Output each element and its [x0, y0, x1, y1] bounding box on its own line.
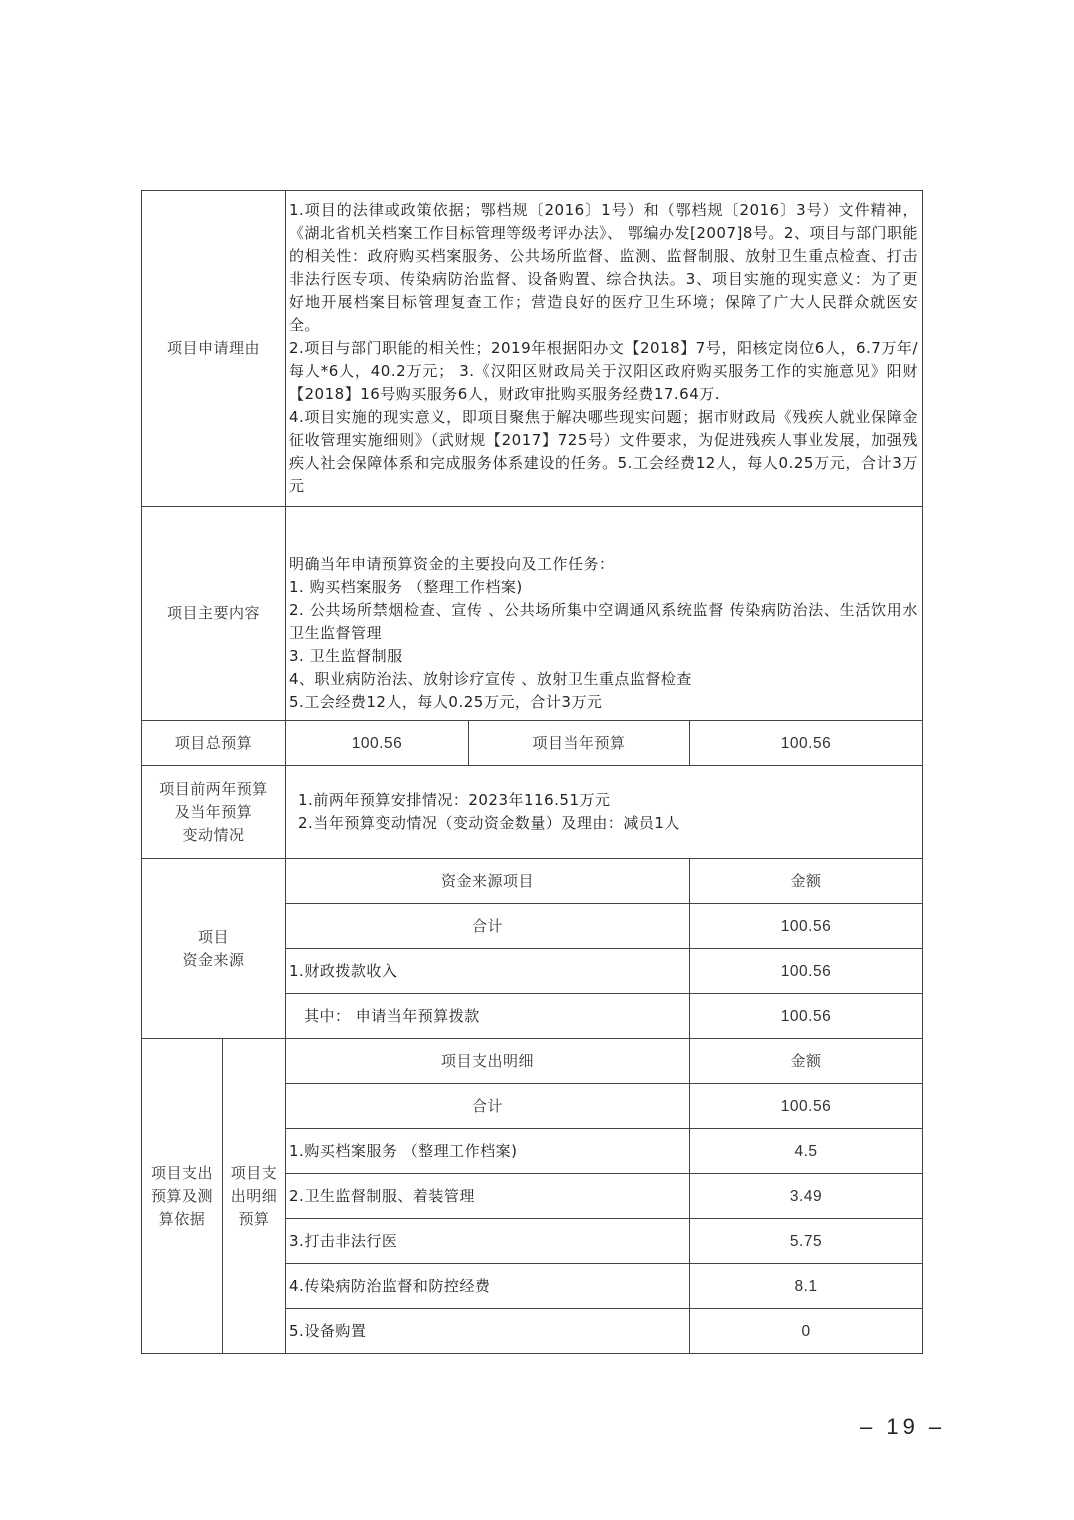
- expenditure-item: 1.购买档案服务 （整理工作档案): [286, 1129, 690, 1174]
- budget-change-label: [142, 766, 286, 859]
- expenditure-label-line: 预算及测: [150, 1186, 213, 1205]
- expenditure-sub-label: [223, 1039, 286, 1354]
- budget-change-line: 2.当年预算变动情况（变动资金数量）及理由：减员1人: [298, 814, 680, 832]
- funding-source-label: [142, 859, 286, 1039]
- expenditure-sub-label-line: 预算: [238, 1209, 270, 1228]
- main-content-row: [142, 507, 923, 721]
- budget-change-label-line: 项目前两年预算: [159, 779, 268, 798]
- application-reason-row: [142, 191, 923, 507]
- main-content-line: 5.工会经费12人，每人0.25万元，合计3万元: [289, 693, 603, 711]
- expenditure-amount-header: 金额: [690, 1039, 923, 1084]
- application-reason-content: [286, 191, 923, 507]
- total-budget-label: 项目总预算: [142, 721, 286, 766]
- application-reason-paragraph: 2.项目与部门职能的相关性；2019年根据阳办文【2018】7号，阳核定岗位6人，6.7万年/每人*6人，40.2万元； 3.《汉阳区财政局关于汉阳区政府购买服务工作的实施意见》阳财【2018】16号购买服务6人，财政审批购买服务经费17.64万.: [289, 339, 919, 403]
- expenditure-label-line: 项目支出: [150, 1163, 213, 1182]
- expenditure-label-line: 算依据: [158, 1209, 206, 1228]
- funding-source-label-line: 资金来源: [182, 950, 245, 969]
- expenditure-amount: 3.49: [690, 1174, 923, 1219]
- expenditure-sub-label-line: 项目支: [230, 1163, 278, 1182]
- funding-source-amount: 100.56: [690, 949, 923, 994]
- budget-change-content: [286, 766, 923, 859]
- application-reason-label: 项目申请理由: [142, 191, 286, 507]
- application-reason-paragraph: 1.项目的法律或政策依据；鄂档规〔2016〕1号）和（鄂档规〔2016〕3号）文件精神，《湖北省机关档案工作目标管理等级考评办法》、 鄂编办发[2007]8号。2、项目与部门职能的相关性：政府购买档案服务、公共场所监督、监测、监督制服、放射卫生重点检查、打击非法行医专项、传染病防治监督、设备购置、综合执法。3、项目实施的现实意义：为了更好地开展档案目标管理复查工作；营造良好的医疗卫生环境；保障了广大人民群众就医安全。: [289, 201, 919, 334]
- funding-source-item: 1.财政拨款收入: [286, 949, 690, 994]
- funding-source-header-row: [142, 859, 923, 904]
- expenditure-item-header: 项目支出明细: [286, 1039, 690, 1084]
- total-budget-value: 100.56: [286, 721, 469, 766]
- budget-change-row: [142, 766, 923, 859]
- expenditure-item: 5.设备购置: [286, 1309, 690, 1354]
- funding-source-item: 合计: [286, 904, 690, 949]
- main-content-line: 3. 卫生监督制服: [289, 647, 403, 665]
- expenditure-item: 4.传染病防治监督和防控经费: [286, 1264, 690, 1309]
- main-content-line: 明确当年申请预算资金的主要投向及工作任务：: [289, 555, 615, 573]
- expenditure-amount: 0: [690, 1309, 923, 1354]
- expenditure-amount: 8.1: [690, 1264, 923, 1309]
- funding-source-amount: 100.56: [690, 904, 923, 949]
- expenditure-item: 合计: [286, 1084, 690, 1129]
- current-year-budget-value: 100.56: [690, 721, 923, 766]
- budget-change-line: 1.前两年预算安排情况：2023年116.51万元: [298, 791, 611, 809]
- budget-change-label-line: 及当年预算: [174, 802, 253, 821]
- total-budget-row: [142, 721, 923, 766]
- expenditure-sub-label-line: 出明细: [230, 1186, 278, 1205]
- funding-source-item-header: 资金来源项目: [286, 859, 690, 904]
- main-content-line: 2. 公共场所禁烟检查、宣传 、公共场所集中空调通风系统监督 传染病防治法、生活饮用水卫生监督管理: [289, 601, 919, 642]
- budget-change-label-line: 变动情况: [182, 825, 245, 844]
- main-content-line: 1. 购买档案服务 （整理工作档案): [289, 578, 523, 596]
- funding-source-amount-header: 金额: [690, 859, 923, 904]
- main-content-label: 项目主要内容: [142, 507, 286, 721]
- funding-source-item: 其中： 申请当年预算拨款: [286, 994, 690, 1039]
- expenditure-amount: 4.5: [690, 1129, 923, 1174]
- application-reason-paragraph: 4.项目实施的现实意义，即项目聚焦于解决哪些现实问题；据市财政局《残疾人就业保障金征收管理实施细则》（武财规【2017】725号）文件要求，为促进残疾人事业发展，加强残疾人社会保障体系和完成服务体系建设的任务。5.工会经费12人，每人0.25万元，合计3万元: [289, 408, 919, 495]
- funding-source-amount: 100.56: [690, 994, 923, 1039]
- current-year-budget-label: 项目当年预算: [469, 721, 690, 766]
- main-content-body: [286, 507, 923, 721]
- expenditure-item: 2.卫生监督制服、着装管理: [286, 1174, 690, 1219]
- expenditure-amount: 100.56: [690, 1084, 923, 1129]
- expenditure-amount: 5.75: [690, 1219, 923, 1264]
- project-budget-table: [141, 190, 923, 1354]
- page-number: – 19 –: [860, 1414, 946, 1439]
- funding-source-label-line: 项目: [198, 927, 230, 946]
- main-content-line: 4、职业病防治法、放射诊疗宣传 、放射卫生重点监督检查: [289, 670, 692, 688]
- expenditure-header-row: [142, 1039, 923, 1084]
- expenditure-item: 3.打击非法行医: [286, 1219, 690, 1264]
- expenditure-label: [142, 1039, 223, 1354]
